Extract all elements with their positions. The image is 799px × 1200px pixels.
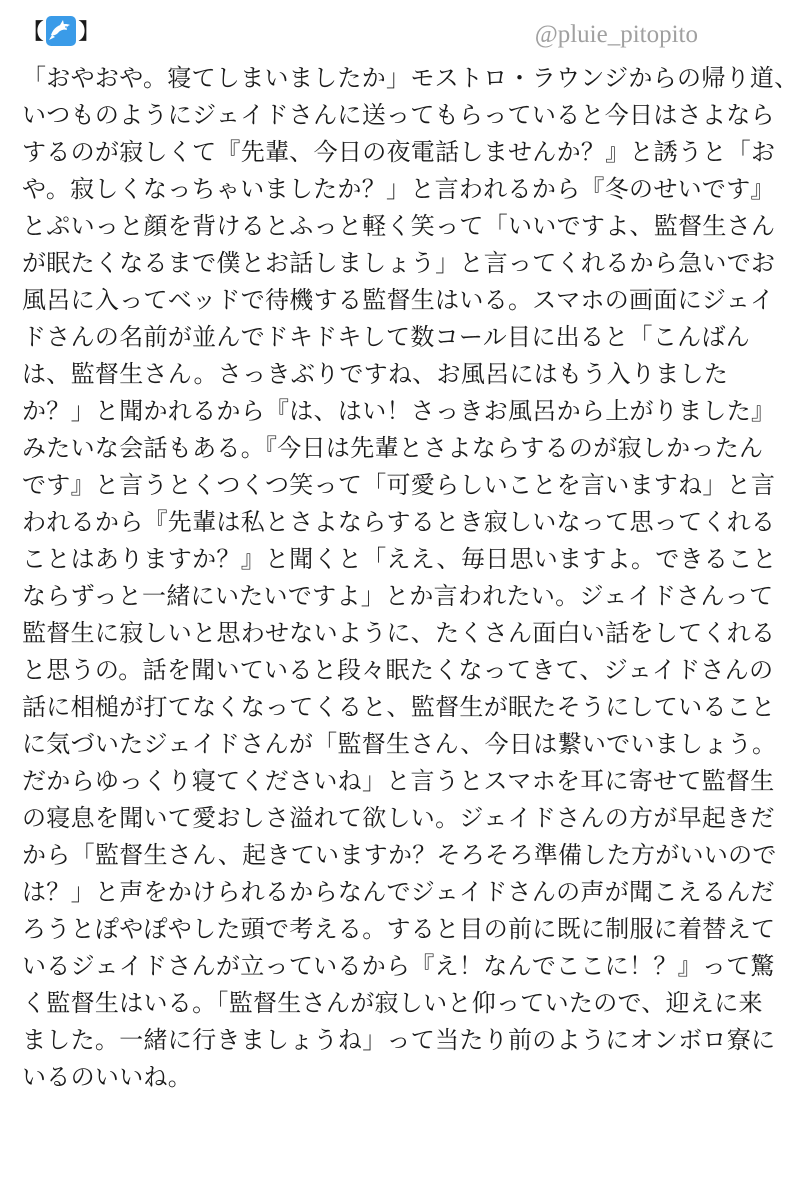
text-line: われるから『先輩は私とさよならするとき寂しいなって思ってくれる xyxy=(22,508,776,536)
dolphin-icon xyxy=(46,16,76,46)
text-line: いるジェイドさんが立っているから『え！なんでここに！？』って驚 xyxy=(22,952,775,980)
text-line: が眠たくなるまで僕とお話しましょう」と言ってくれるから急いでお xyxy=(22,249,776,277)
text-line: 監督生に寂しいと思わせないように、たくさん面白い話をしてくれる xyxy=(22,619,776,647)
text-line: ならずっと一緒にいたいですよ」とか言われたい。ジェイドさんって xyxy=(22,582,774,610)
text-line: と思うの。話を聞いていると段々眠たくなってきて、ジェイドさんの xyxy=(22,656,774,684)
text-line: ことはありますか？』と聞くと「ええ、毎日思いますよ。できること xyxy=(22,545,777,573)
text-line: ました。一緒に行きましょうね」って当たり前のようにオンボロ寮に xyxy=(22,1026,776,1054)
text-line: いつものようにジェイドさんに送ってもらっていると今日はさよなら xyxy=(22,101,775,129)
text-line: 風呂に入ってベッドで待機する監督生はいる。スマホの画面にジェイ xyxy=(22,286,775,314)
text-line: の寝息を聞いて愛おしさ溢れて欲しい。ジェイドさんの方が早起きだ xyxy=(22,804,775,832)
text-line: いるのいいね。 xyxy=(22,1063,193,1091)
story-text xyxy=(22,60,799,1096)
text-line: 話に相槌が打てなくなってくると、監督生が眠たそうにしていること xyxy=(22,693,776,721)
text-line: く監督生はいる。「監督生さんが寂しいと仰っていたので、迎えに来 xyxy=(22,989,763,1017)
text-line: です』と言うとくつくつ笑って「可愛らしいことを言いますね」と言 xyxy=(22,471,776,499)
text-line: だからゆっくり寝てくださいね」と言うとスマホを耳に寄せて監督生 xyxy=(22,767,775,795)
text-line: ドさんの名前が並んでドキドキして数コール目に出ると「こんばん xyxy=(22,323,751,351)
text-line: や。寂しくなっちゃいましたか？」と言われるから『冬のせいです』 xyxy=(22,175,775,203)
text-line: 「おやおや。寝てしまいましたか」モストロ・ラウンジからの帰り道、 xyxy=(22,64,799,92)
text-line: は、監督生さん。さっきぶりですね、お風呂にはもう入りました xyxy=(22,360,729,388)
text-line: とぷいっと顔を背けるとふっと軽く笑って「いいですよ、監督生さん xyxy=(22,212,776,240)
bracket-open: 【 xyxy=(22,20,45,45)
text-line: みたいな会話もある。『今日は先輩とさよならするのが寂しかったん xyxy=(22,434,764,462)
text-line: から「監督生さん、起きていますか？そろそろ準備した方がいいので xyxy=(22,841,777,869)
text-line: か？」と聞かれるから『は、はい！さっきお風呂から上がりました』 xyxy=(22,397,776,425)
header xyxy=(22,14,698,54)
bracket-close: 】 xyxy=(78,20,101,45)
text-line: は？」と声をかけられるからなんでジェイドさんの声が聞こえるんだ xyxy=(22,878,775,906)
emoji-tag xyxy=(22,16,100,50)
text-line: ろうとぽやぽやした頭で考える。すると目の前に既に制服に着替えて xyxy=(22,915,776,943)
text-line: に気づいたジェイドさんが「監督生さん、今日は繋いでいましょう。 xyxy=(22,730,777,758)
author-handle: @pluie_pitopito xyxy=(534,21,698,48)
text-line: するのが寂しくて『先輩、今日の夜電話しませんか？』と誘うと「お xyxy=(22,138,776,166)
